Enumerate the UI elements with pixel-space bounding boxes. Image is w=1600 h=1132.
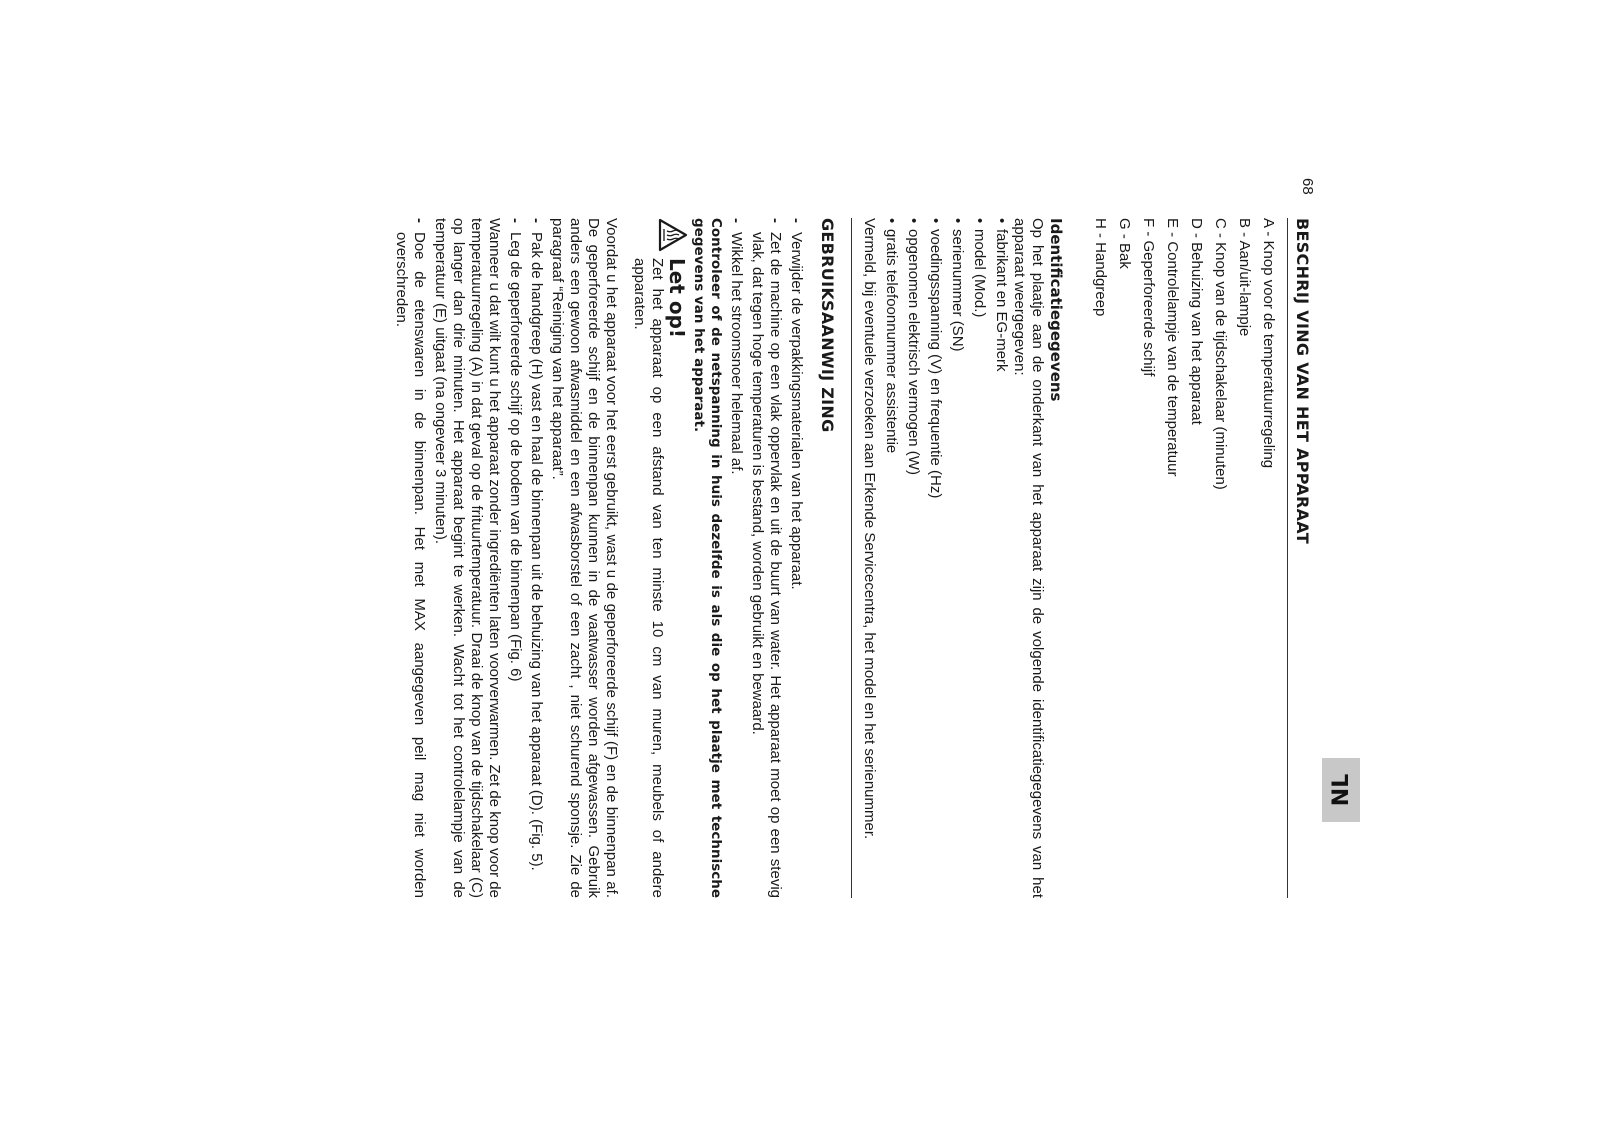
identification-item: • serienummer (SN) [948,218,966,898]
first-use-paragraph: Voordat u het apparaat voor het eerst gebruikt, wast u de geperforeerde schijf (F) en de binnenpan af. De geperforeerde schijf en de binnenpan kunnen in de vaatwasser worden afgewassen. Gebruik anders een gewoon afwasmiddel en een afwasborstel of een zacht , niet schurend sponsje. Zie de paragraaf “Reiniging van het apparaat”. [549,218,620,898]
page-content [258,218,1318,898]
description-section [1091,218,1312,898]
identification-title: Identificatiegegevens [1047,218,1065,402]
warning-title: Let op! [665,258,689,339]
part-item: H - Handgreep [1092,218,1109,317]
identification-section [860,218,1065,898]
usage-section [392,218,837,898]
language-tab [1322,758,1360,822]
part-item: E - Controlelampje van de temperatuur [1164,218,1181,477]
identification-item: • model (Mod.) [970,218,988,898]
part-item: B - Aan/uit-lampje [1236,218,1253,337]
manual-page [258,178,1354,898]
section-rule [851,218,852,898]
usage-step: - Zet de machine op een vlak oppervlak en uit de buurt van water. Het apparaat moet op een stevig vlak, dat tegen hoge temperaturen is bestand, worden gebruikt en bewaard. [748,218,784,898]
part-item: F - Geperforeerde schijf [1140,218,1157,377]
parts-list [1091,218,1277,898]
identification-note: Vermeld, bij eventuele verzoeken aan Erkende Servicecentra, het model en het serienummer. [861,218,878,840]
title-rule [1287,218,1288,898]
usage-step: - Leg de geperforeerde schijf op de bodem van de binnenpan (Fig. 6) [506,218,524,898]
identification-item: • voedingsspanning (V) en frequentie (Hz) [926,218,944,898]
identification-item: • fabrikant en EG-merk [992,218,1010,898]
usage-title: GEBRUIKSAANWIJ ZING [818,218,837,433]
part-item: D - Behuizing van het apparaat [1188,218,1205,425]
part-item: A - Knop voor de temperatuurregeling [1260,218,1277,469]
warning-text: Zet het apparaat op een afstand van ten minste 10 cm van muren, meubels of andere apparaten. [631,258,666,898]
identification-item: • opgenomen elektrisch vermogen (W) [904,218,922,898]
warning-box [630,218,688,898]
usage-step: - Doe de etenswaren in de binnenpan. Het met MAX aangegeven peil mag niet worden overschreden. [392,218,428,898]
voltage-note: Controleer of de netspanning in huis dezelfde is als die op het plaatje met technische gegevens van het apparaat. [691,218,724,898]
identification-item: • gratis telefoonnummer assistentie [882,218,900,898]
hot-surface-warning-icon [658,218,688,252]
description-title: BESCHRIJ VING VAN HET APPARAAT [1293,218,1312,544]
usage-step: - Verwijder de verpakkingsmaterialen van het apparaat. [787,218,805,898]
identification-intro: Op het plaatje aan de onderkant van het apparaat zijn de volgende identificatiegegevens van het apparaat weergegeven: [1011,218,1046,898]
part-item: C - Knop van de tijdschakelaar (minuten) [1212,218,1229,490]
language-tab-label: NL [1328,773,1354,807]
part-item: G - Bak [1116,218,1133,269]
page-number: 68 [1299,178,1316,195]
usage-step: - Pak de handgreep (H) vast en haal de binnenpan uit de behuizing van het apparaat (D). (Fig. 5). [527,218,545,898]
warning-content [630,258,688,898]
usage-step: - Wikkel het stroomsnoer helemaal af. [727,218,745,898]
preheat-paragraph: Wanneer u dat wilt kunt u het apparaat zonder ingrediënten laten voorverwarmen. Zet de knop voor de temperatuurregeling (A) in dat geval op de frituurtemperatuur. Draai de knop van de tijdschakelaar (C) op langer dan drie minuten. Het apparaat begint te werken. Wacht tot het controlelampje van de temperatuur (E) uitgaat (na ongeveer 3 minuten). [432,218,503,898]
